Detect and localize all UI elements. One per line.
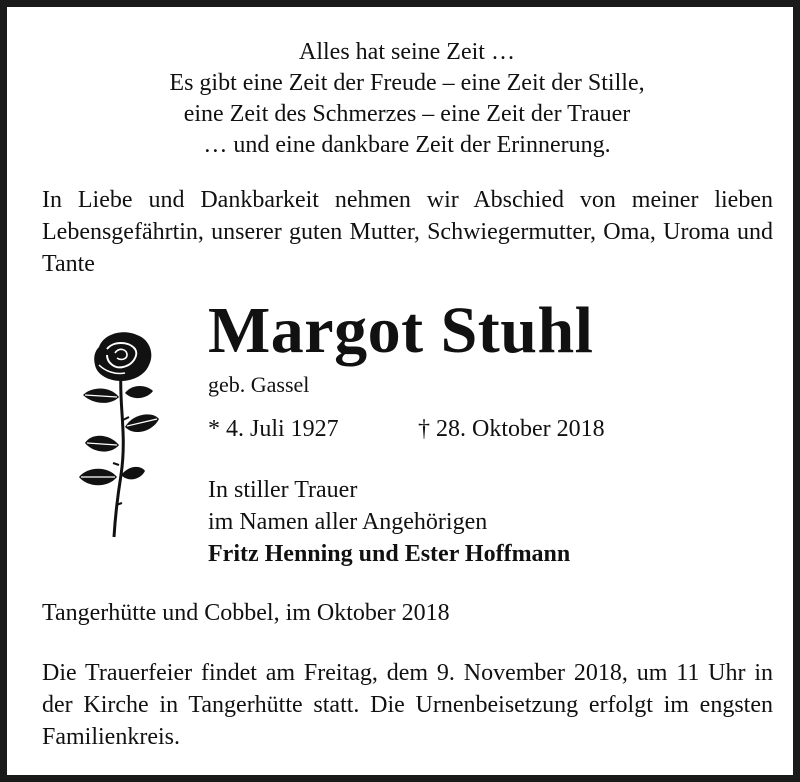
mourners-names: Fritz Henning und Ester Hoffmann — [208, 541, 571, 567]
poem-line: … und eine dankbare Zeit der Erinnerung. — [203, 132, 611, 158]
intro-text: In Liebe und Dankbarkeit nehmen wir Abschied von meiner lieben Lebensgefährtin, unserer guten Mutter, Schwiegermutter, Oma, Uroma und Tante — [42, 187, 773, 277]
death-date: † 28. Oktober 2018 — [418, 416, 605, 442]
birth-date: * 4. Juli 1927 — [208, 416, 339, 442]
rose-icon — [69, 325, 169, 545]
place-date: Tangerhütte und Cobbel, im Oktober 2018 — [42, 600, 450, 626]
poem — [37, 37, 777, 161]
maiden-name: geb. Gassel — [208, 372, 310, 397]
mourners-block — [208, 474, 570, 570]
life-dates — [208, 413, 605, 445]
poem-line: eine Zeit des Schmerzes – eine Zeit der Trauer — [183, 101, 631, 127]
mourners-line: In stiller Trauer — [208, 477, 358, 503]
poem-line: Alles hat seine Zeit … — [299, 39, 515, 65]
funeral-notice: Die Trauerfeier findet am Freitag, dem 9. November 2018, um 11 Uhr in der Kirche in Tangerhütte statt. Die Urnenbeisetzung erfolgt im engsten Familienkreis. — [42, 660, 773, 750]
deceased-name: Margot Stuhl — [208, 294, 594, 367]
mourners-line: im Namen aller Angehörigen — [208, 509, 488, 535]
poem-line: Es gibt eine Zeit der Freude – eine Zeit der Stille, — [169, 70, 645, 96]
